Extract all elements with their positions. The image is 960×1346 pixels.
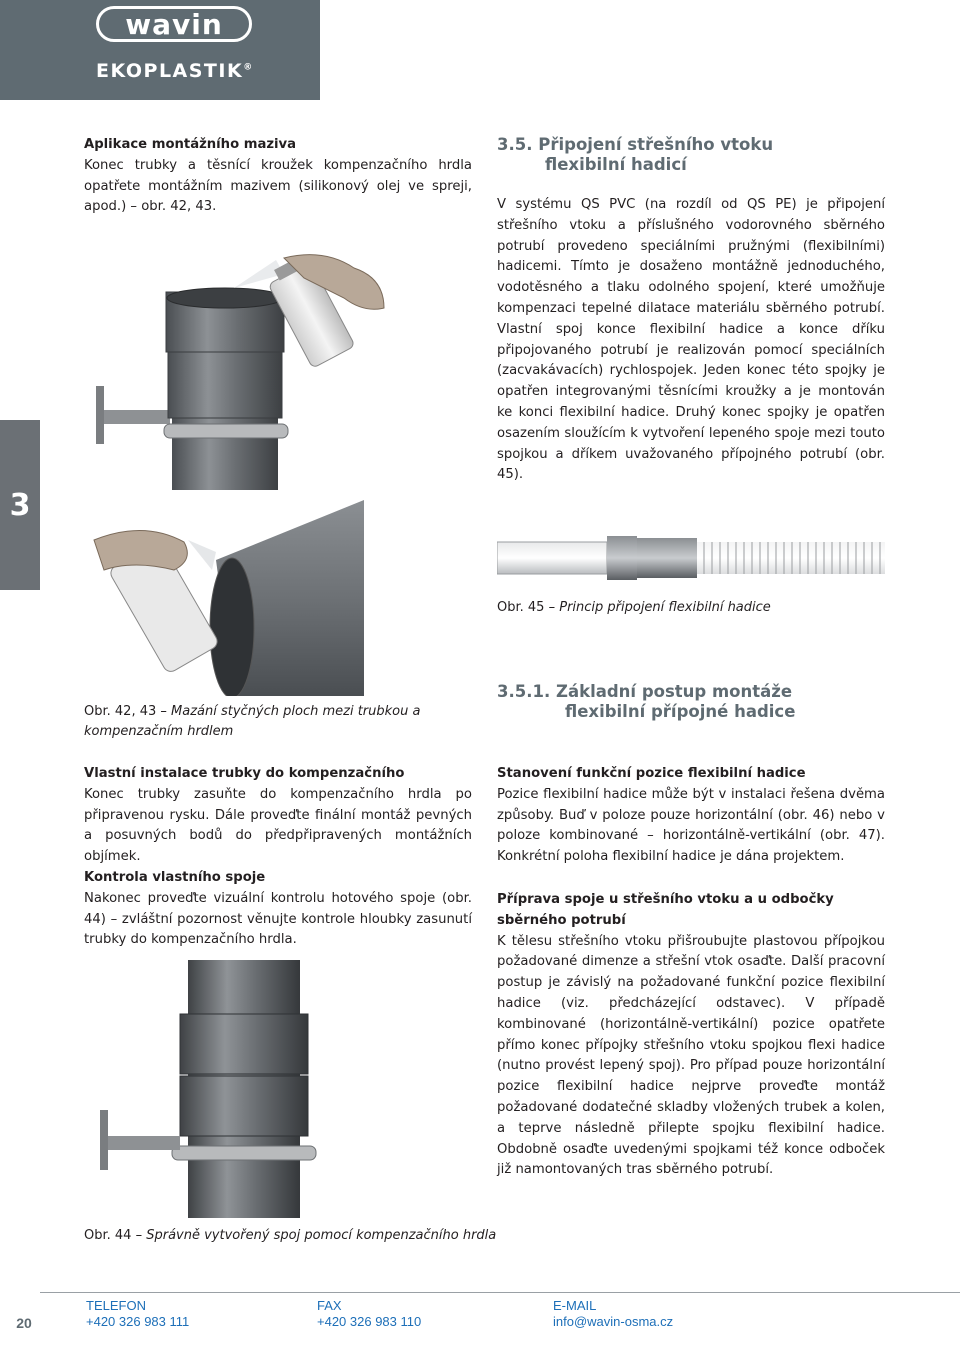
- caption-42-43-text: – Mazání styčných ploch mezi trubkou a kompenzačním hrdlem: [84, 704, 421, 739]
- pipe-spray-illustration: [84, 238, 472, 490]
- prep-text: K tělesu střešního vtoku přišroubujte plastovou přípojkou požadované dimenze a střešní vtok osaďte. Další pracovní postup je závislý na požadované funkční pozice flexibilní hadice (viz. předcházející odstavec). V případě kombinované (horizontálně-vertikální) pozice opatřete přímo konec přípojky střešního vtoku spojkou flexi hadice (nutno provést lepený spoj). Pro případ pouze horizontální pozice flexibilní hadice nejprve proveďte montáž požadované dodatečné skladby vložených trubek a kolen, a teprve následně přilepte spojku flexibilní hadice. Obdobně osaďte uvedenými spojkami též konce odboček již namontovaných tras sběrného potrubí.: [497, 933, 885, 1178]
- section-3-5-title-line1: Připojení střešního vtoku: [538, 135, 774, 154]
- section-3-5-title: [497, 135, 885, 175]
- chapter-number: 3: [9, 487, 31, 523]
- footer-divider: [40, 1292, 960, 1293]
- position-heading: Stanovení funkční pozice flexibilní hadice: [497, 766, 806, 781]
- section-3-5-1-title-line2: flexibilní přípojné hadice: [565, 702, 796, 721]
- email-value[interactable]: info@wavin-osma.cz: [553, 1314, 674, 1329]
- figure-42-photo: [84, 238, 472, 490]
- caption-45-text: – Princip připojení flexibilní hadice: [548, 600, 771, 615]
- section-3-5-1-title-line1: Základní postup montáže: [556, 682, 793, 701]
- section-3-5: [497, 135, 885, 486]
- section-3-5-title-line2: flexibilní hadicí: [545, 155, 687, 174]
- page-header: [0, 0, 960, 100]
- registered-mark: ®: [243, 62, 254, 73]
- figure-44-photo: [84, 960, 472, 1218]
- phone-label: TELEFON: [86, 1298, 146, 1313]
- section-3-5-text: V systému QS PVC (na rozdíl od QS PE) je připojení střešního vtoku a příslušného vodorovného sběrného potrubí provedeno speciálními pružnými (flexibilními) hadicemi. Tímto je dosaženo montážně jednoduchého, vodotěsného a tlaku odolného spojení, které umožňuje kompenzaci tepelné dilatace materiálu sběrného potrubí. Vlastní spoj konce flexibilní hadice a konce dříku připojovaného potrubí je realizován pomocí speciálních (zacvakávacích) rychlospojek. Jeden konec této spojky je opatřen integrovanými těsnícími kroužky a je montován ke konci flexibilní hadice. Druhý konec spojky je opatřen osazením sloužícím k vytvoření lepeného spoje mezi touto spojkou a dříkem uvažovaného přípojného potrubí (obr. 45).: [497, 197, 885, 483]
- fax-label: FAX: [317, 1298, 342, 1313]
- email-label: E-MAIL: [553, 1298, 597, 1313]
- footer-phone: [86, 1298, 189, 1330]
- prep-block: [497, 890, 885, 1181]
- section-3-5-number: 3.5.: [497, 135, 533, 154]
- figure-45-photo: [497, 526, 885, 590]
- check-heading: Kontrola vlastního spoje: [84, 870, 266, 885]
- flexible-hose-illustration: [497, 526, 885, 590]
- install-block: [84, 764, 472, 868]
- caption-44: [84, 1226, 504, 1246]
- intro-block: [84, 135, 472, 218]
- caption-44-text: – Správně vytvořený spoj pomocí kompenzačního hrdla: [135, 1228, 497, 1243]
- section-3-5-1: [497, 682, 885, 722]
- caption-45-label: Obr. 45: [497, 600, 545, 615]
- check-text: Nakonec proveďte vizuální kontrolu hotového spoje (obr. 44) – zvláštní pozornost věnujte kontrole hloubky zasunutí trubky do kompenzačního hrdla.: [84, 890, 472, 948]
- caption-45: [497, 598, 885, 618]
- ekoplastik-logo: [96, 60, 254, 82]
- figure-43-photo: [84, 500, 364, 696]
- intro-text: Konec trubky a těsnící kroužek kompenzačního hrdla opatřete montážním mazivem (silikonový olej ve spreji, apod.) – obr. 42, 43.: [84, 157, 472, 215]
- prep-heading: Příprava spoje u střešního vtoku a u odbočky sběrného potrubí: [497, 892, 834, 928]
- caption-42-43: [84, 702, 472, 742]
- ekoplastik-logo-bold: EKO: [96, 60, 144, 82]
- wavin-logo: [96, 6, 252, 42]
- wavin-logo-text: wavin: [125, 7, 223, 41]
- footer-fax: [317, 1298, 421, 1330]
- install-heading: Vlastní instalace trubky do kompenzačního: [84, 766, 405, 781]
- caption-42-43-label: Obr. 42, 43: [84, 704, 157, 719]
- caption-44-label: Obr. 44: [84, 1228, 132, 1243]
- assembled-joint-illustration: [84, 960, 472, 1218]
- fax-value: +420 326 983 110: [317, 1314, 422, 1329]
- install-text: Konec trubky zasuňte do kompenzačního hrdla po připravenou rysku. Dále proveďte finální montáž pevných a posuvných bodů do předpřipravených montážních objímek.: [84, 786, 472, 865]
- page-number: 20: [16, 1315, 32, 1331]
- chapter-tab: [0, 420, 40, 590]
- section-3-5-1-number: 3.5.1.: [497, 682, 551, 701]
- check-block: [84, 868, 472, 951]
- position-text: Pozice flexibilní hadice může být v instalaci řešena dvěma způsoby. Buď v poloze pouze horizontální (obr. 46) nebo v poloze kombinované – horizontálně-vertikální (obr. 47). Konkrétní poloha flexibilní hadice je dána projektem.: [497, 786, 885, 865]
- footer-email: [553, 1298, 673, 1330]
- ekoplastik-logo-rest: PLASTIK: [143, 60, 244, 82]
- intro-heading: Aplikace montážního maziva: [84, 137, 297, 152]
- horizontal-pipe-illustration: [84, 500, 364, 696]
- position-block: [497, 764, 885, 868]
- section-3-5-1-title: [497, 682, 885, 722]
- phone-value[interactable]: +420 326 983 111: [86, 1314, 190, 1329]
